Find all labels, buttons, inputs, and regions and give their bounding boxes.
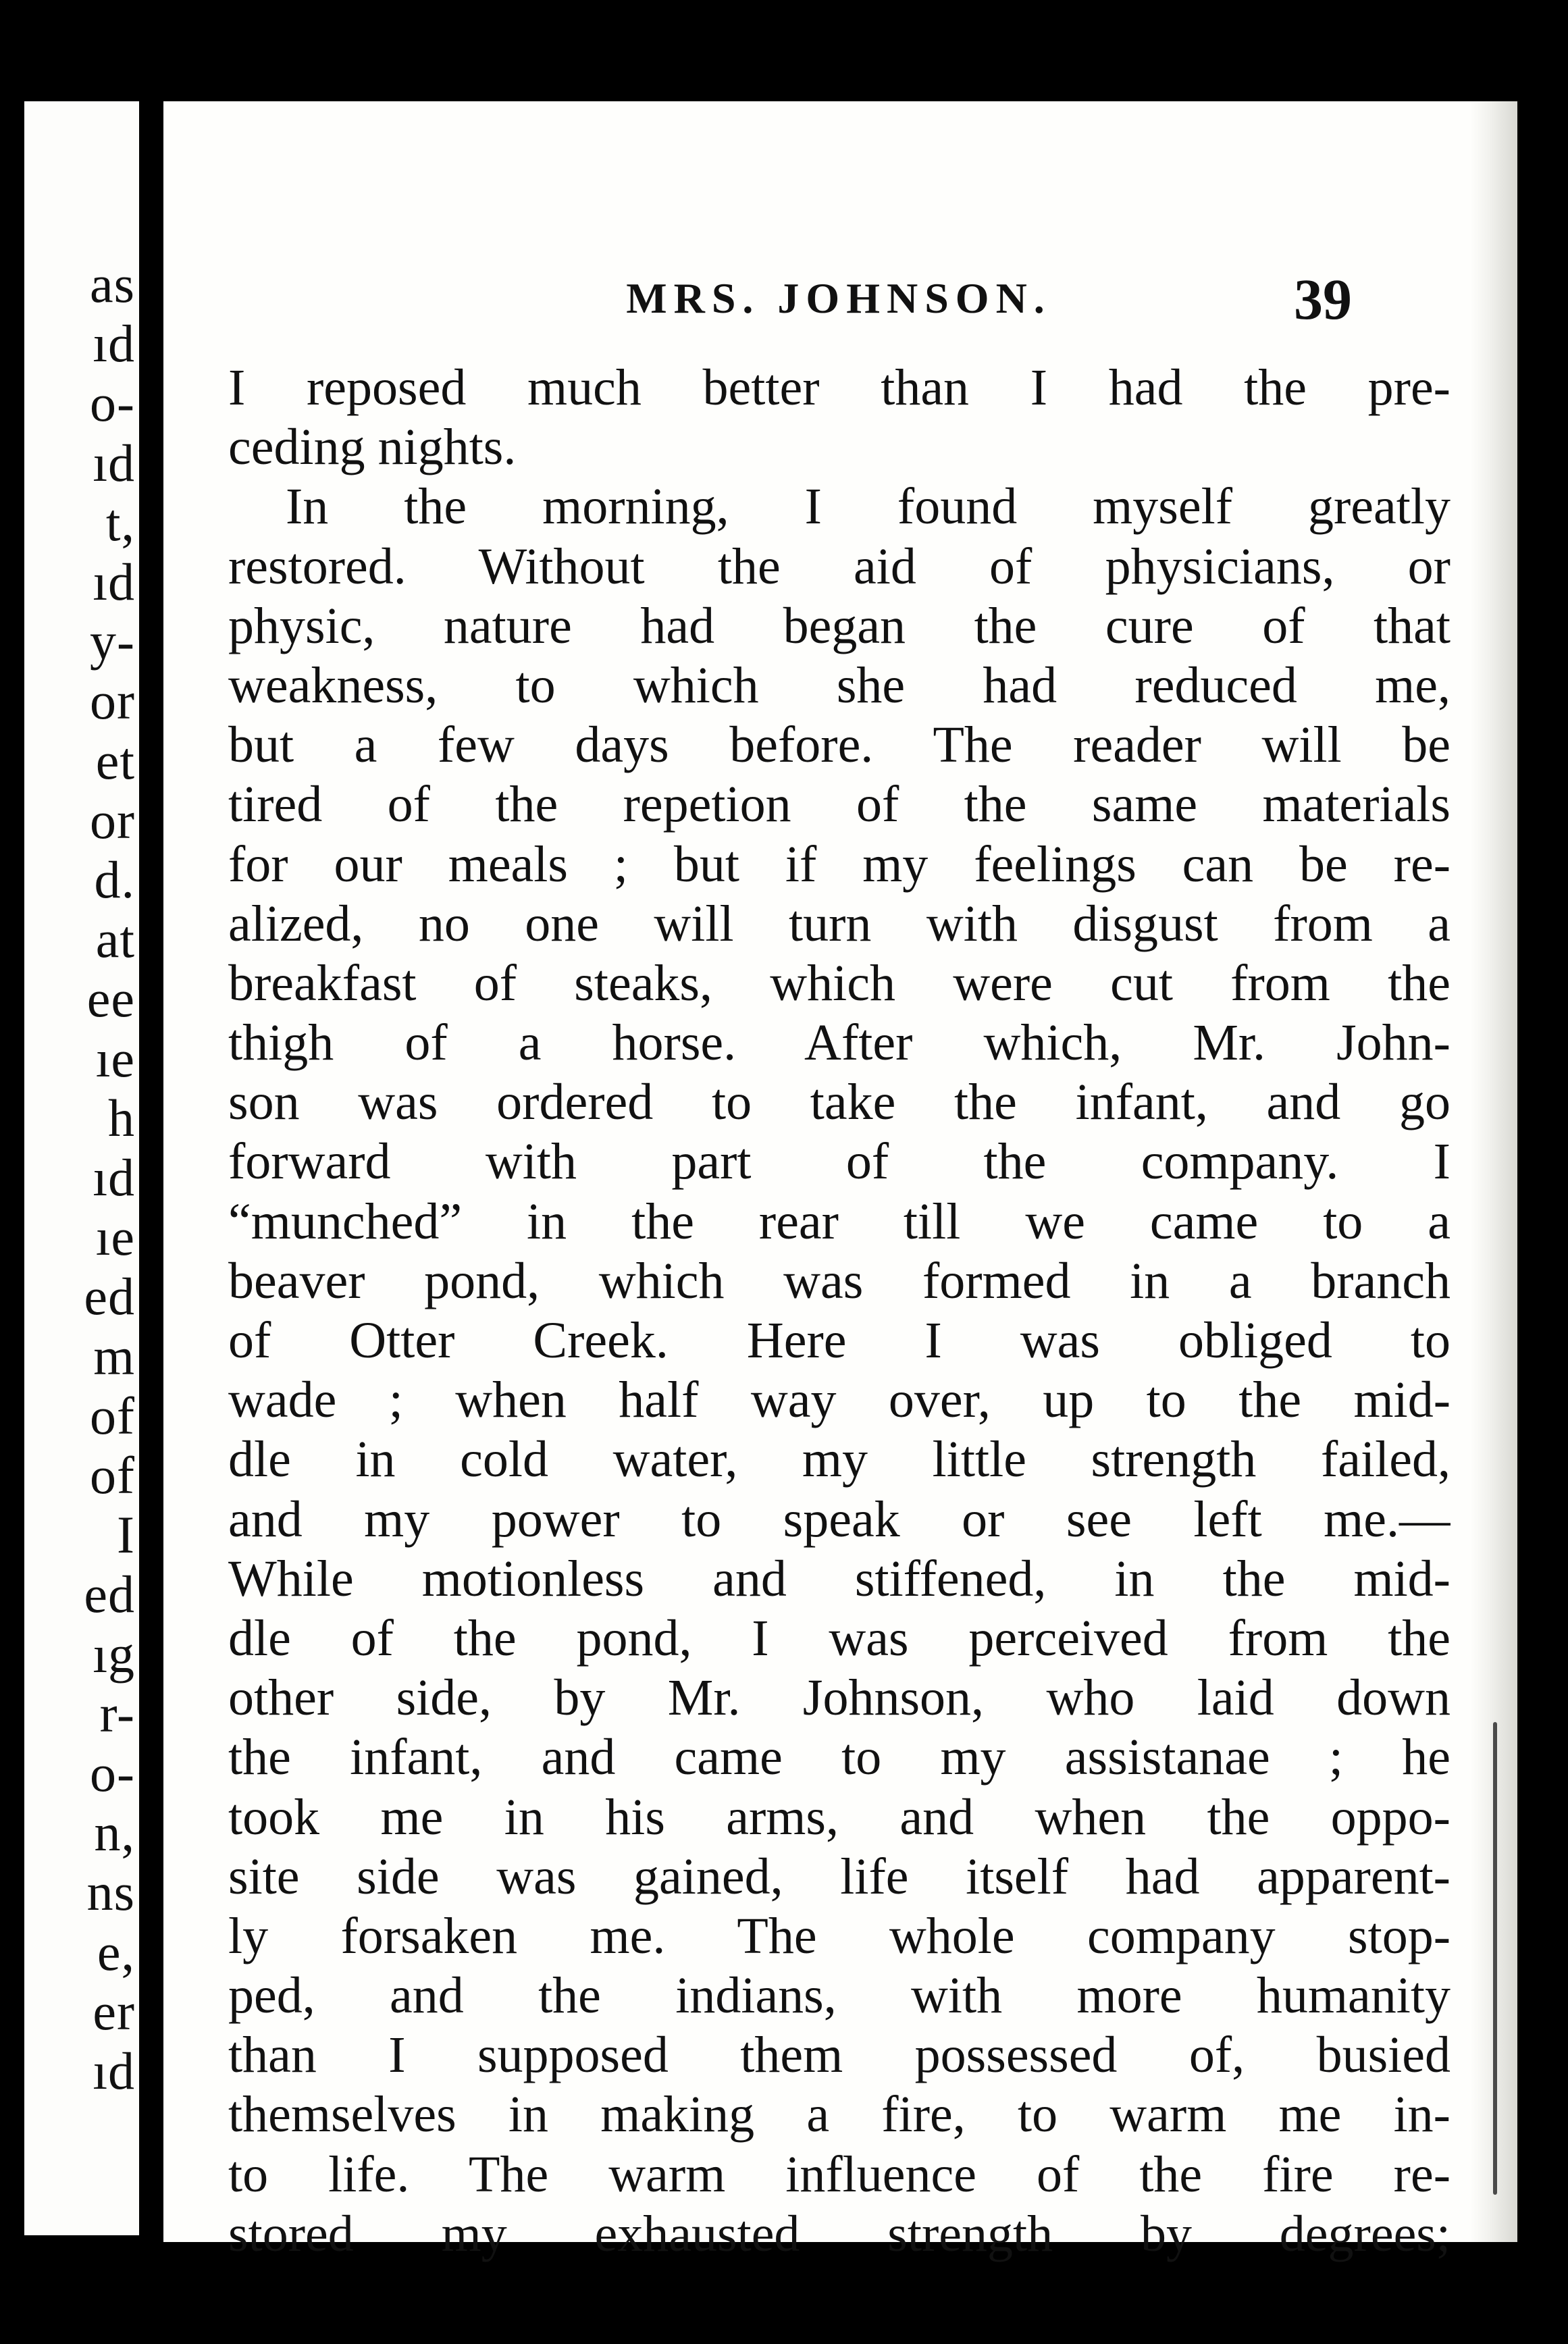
text-line: dle of the pond, I was perceived from the xyxy=(228,1609,1451,1667)
text-line: to life. The warm influence of the fire re- xyxy=(228,2145,1451,2203)
facing-page-fragment: ıd xyxy=(93,552,135,611)
facing-page-fragment: e, xyxy=(97,1922,135,1981)
text-line: breakfast of steaks, which were cut from the xyxy=(228,954,1451,1012)
text-line: the infant, and came to my assistanae ; he xyxy=(228,1729,1451,1786)
facing-page-fragment: d. xyxy=(94,850,135,909)
facing-page-fragment: of xyxy=(90,1446,135,1505)
text-line: dle in cold water, my little strength failed, xyxy=(228,1431,1451,1488)
text-line: While motionless and stiffened, in the mid- xyxy=(228,1550,1451,1607)
facing-page-fragment: ed xyxy=(84,1267,135,1326)
text-line: restored. Without the aid of physicians, or xyxy=(228,538,1451,595)
text-line: I reposed much better than I had the pre- xyxy=(228,359,1451,416)
book-gutter xyxy=(139,81,163,2269)
facing-page-fragment: ed xyxy=(84,1565,135,1624)
facing-page-fragment: h xyxy=(108,1088,135,1147)
facing-page-fragment: ıd xyxy=(93,1148,135,1207)
text-line: of Otter Creek. Here I was obliged to xyxy=(228,1312,1451,1369)
facing-page-fragment: et xyxy=(95,731,135,790)
text-line: site side was gained, life itself had apparent- xyxy=(228,1848,1451,1905)
facing-page-fragment: I xyxy=(117,1505,135,1565)
text-line: In the morning, I found myself greatly xyxy=(286,478,1451,536)
text-line: weakness, to which she had reduced me, xyxy=(228,656,1451,714)
facing-page-fragment: n, xyxy=(94,1803,135,1863)
facing-page-fragment: ıg xyxy=(93,1624,135,1684)
body-text xyxy=(228,358,1451,2264)
text-line: but a few days before. The reader will be xyxy=(228,717,1451,774)
text-line: son was ordered to take the infant, and go xyxy=(228,1074,1451,1131)
text-line: forward with part of the company. I xyxy=(228,1133,1451,1191)
text-line: other side, by Mr. Johnson, who laid down xyxy=(228,1669,1451,1727)
facing-page-fragment: r- xyxy=(99,1684,135,1743)
facing-page-fragment: or xyxy=(90,671,135,731)
facing-page-fragment: ıd xyxy=(93,433,135,492)
facing-page-fragment: m xyxy=(93,1326,135,1386)
page-header xyxy=(163,267,1507,348)
facing-page-fragment: ıe xyxy=(95,1207,135,1267)
text-line: “munched” in the rear till we came to a xyxy=(228,1193,1451,1250)
facing-page-fragment: of xyxy=(90,1386,135,1445)
text-line: alized, no one will turn with disgust from a xyxy=(228,895,1451,952)
text-line: thigh of a horse. After which, Mr. John- xyxy=(228,1014,1451,1072)
page-curl-mark xyxy=(1493,1722,1497,2195)
facing-page-fragment: ıd xyxy=(93,314,135,373)
facing-page-fragment: o- xyxy=(90,1744,135,1802)
facing-page-edge xyxy=(24,101,139,2235)
text-line: physic, nature had began the cure of that xyxy=(228,597,1451,654)
text-line: wade ; when half way over, up to the mid- xyxy=(228,1372,1451,1429)
text-line: than I supposed them possessed of, busied xyxy=(228,2027,1451,2084)
book-page xyxy=(163,101,1517,2262)
page-number: 39 xyxy=(1294,267,1352,332)
facing-page-fragment: o- xyxy=(90,373,135,433)
facing-page-fragment: ns xyxy=(86,1863,135,1922)
text-line: ceding nights. xyxy=(228,419,517,476)
text-line: beaver pond, which was formed in a branch xyxy=(228,1252,1451,1309)
facing-page-fragment: ıd xyxy=(93,2041,135,2100)
facing-page-fragment: er xyxy=(93,1981,135,2041)
text-line: and my power to speak or see left me.— xyxy=(228,1490,1451,1548)
facing-page-fragment: or xyxy=(90,790,135,850)
facing-page-fragment: ıe xyxy=(95,1028,135,1088)
facing-page-fragment: y- xyxy=(90,612,135,671)
text-line: ped, and the indians, with more humanity xyxy=(228,1967,1451,2025)
facing-page-fragment: at xyxy=(95,910,135,969)
text-line: themselves in making a fire, to warm me in- xyxy=(228,2086,1451,2143)
text-line: for our meals ; but if my feelings can be re- xyxy=(228,835,1451,893)
running-head: MRS. JOHNSON. xyxy=(626,274,1051,322)
text-line: stored my exhausted strength by degrees; xyxy=(228,2205,1451,2262)
facing-page-fragment: t, xyxy=(105,492,135,552)
text-line: took me in his arms, and when the oppo- xyxy=(228,1788,1451,1846)
text-line: tired of the repetion of the same materials xyxy=(228,776,1451,833)
facing-page-fragment: as xyxy=(90,255,135,313)
facing-page-fragment: ee xyxy=(86,969,135,1028)
text-line: ly forsaken me. The whole company stop- xyxy=(228,1907,1451,1964)
